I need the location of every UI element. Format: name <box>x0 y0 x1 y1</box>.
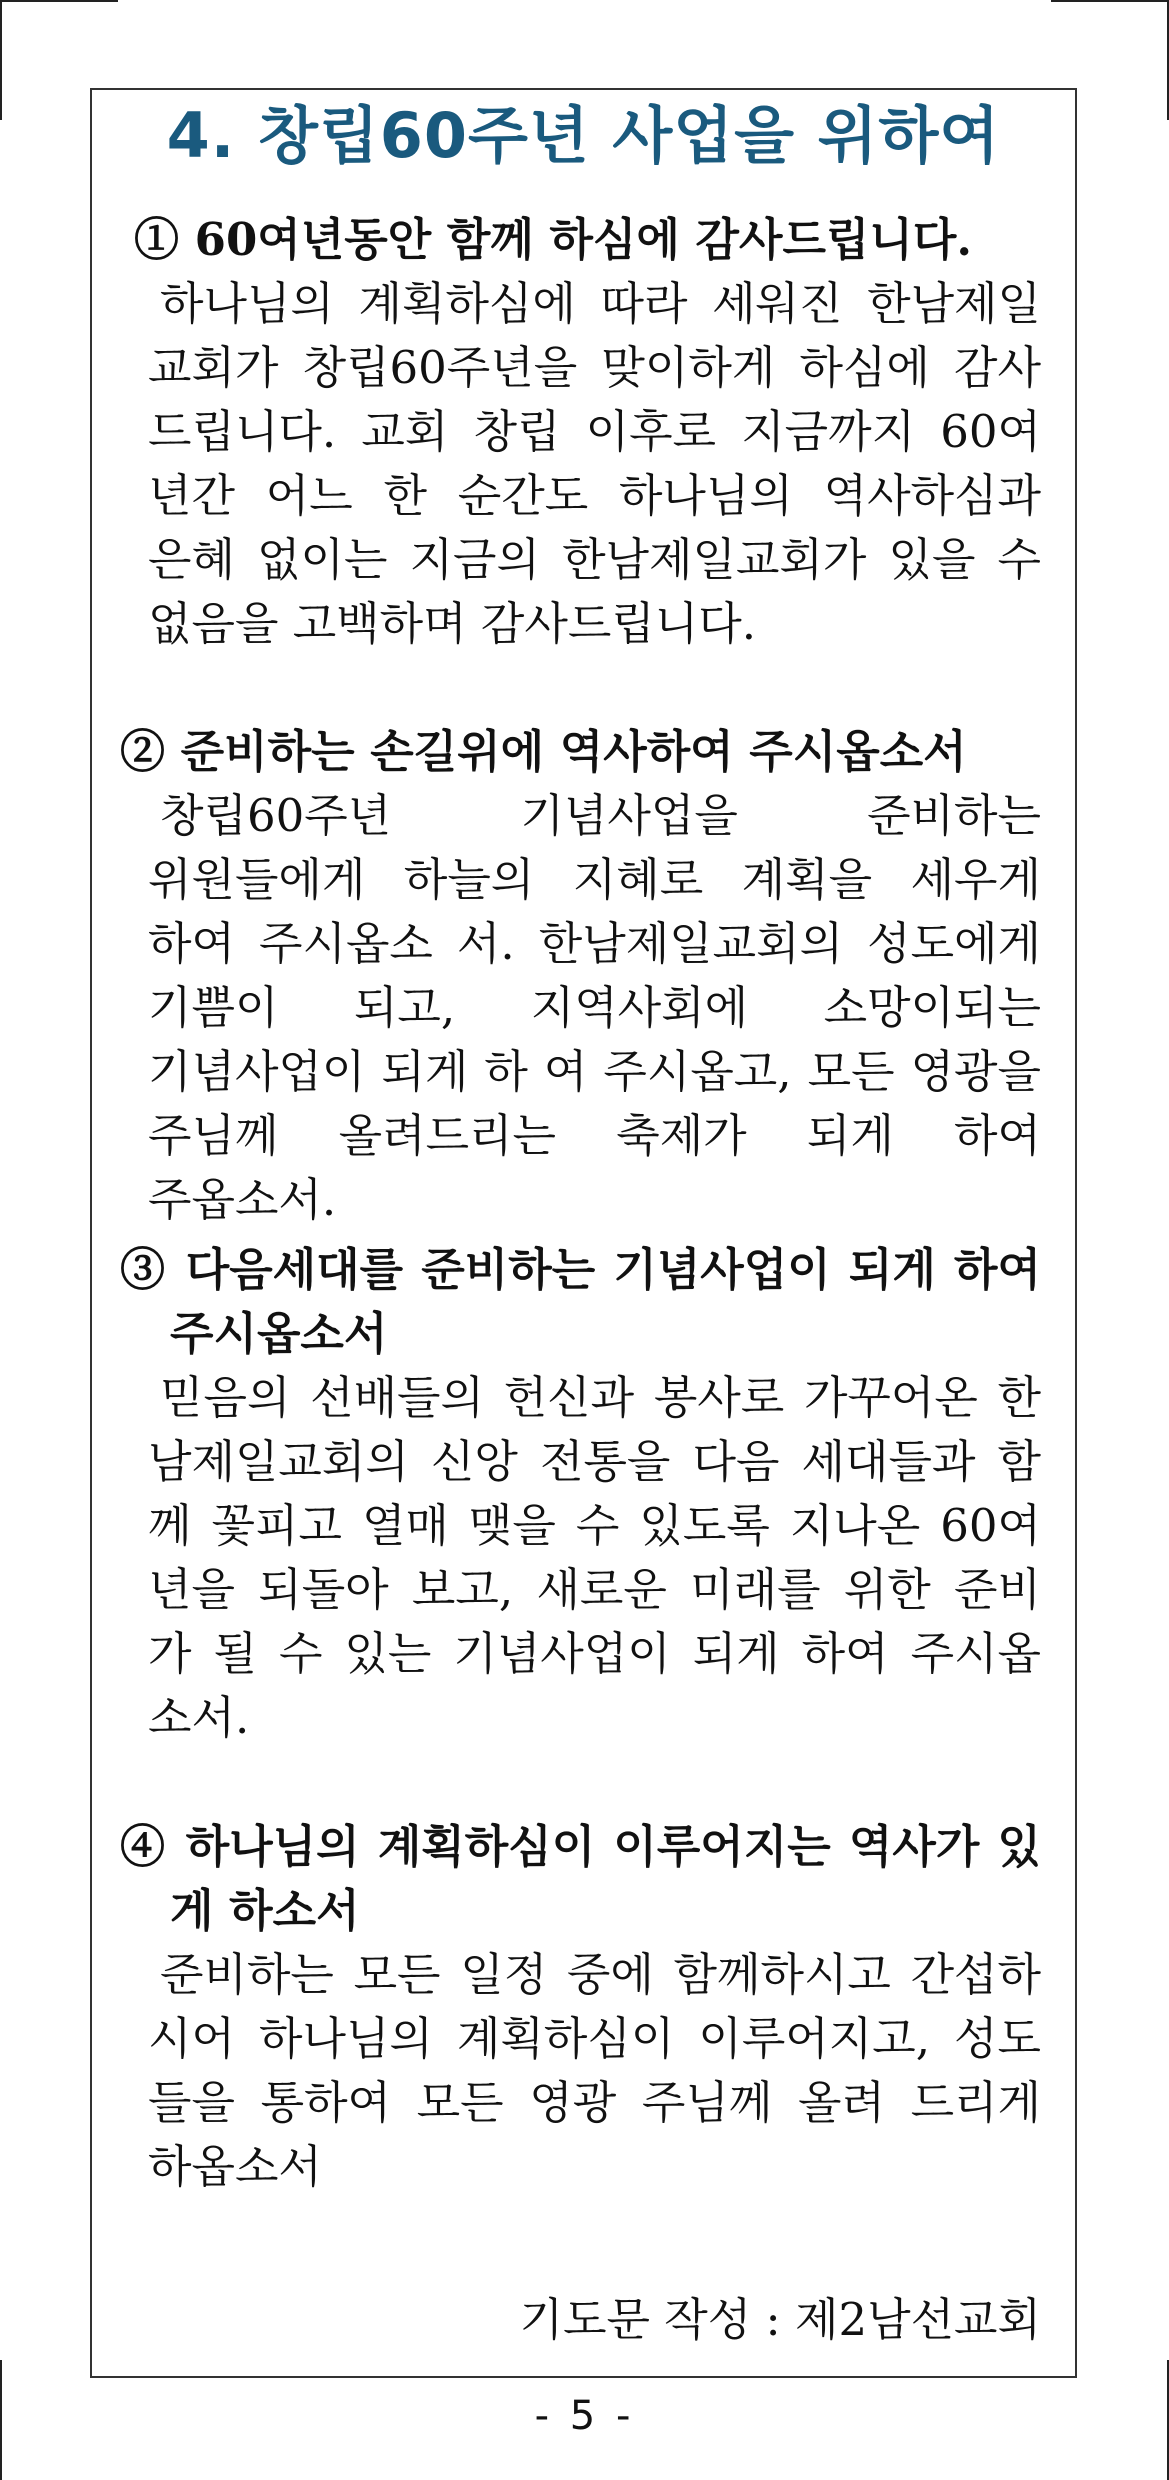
prayer-section-1 <box>92 208 1075 656</box>
section-body: 준비하는 모든 일정 중에 함께하시고 간섭하 시어 하나님의 계획하심이 이루어지고, 성도 들을 통하여 모든 영광 주님께 올려 드리게 하옵소서 <box>148 1948 1041 2193</box>
section-body: 창립60주년 기념사업을 준비하는 위원들에게 하늘의 지혜로 계획을 세우게 하여 주시옵소 서. 한남제일교회의 성도에게 기쁨이 되고, 지역사회에 소망이되는 기념사업이 되게 하 여 주시옵고, 모든 영광을 주님께 올려드리는 축제가 되게 하여 주옵소서. <box>148 789 1041 1226</box>
section-heading: ② 준비하는 손길위에 역사하여 주시옵소서 <box>120 725 967 778</box>
section-heading: ④ 하나님의 계획하심이 이루어지는 역사가 있게 하소서 <box>120 1820 1041 1937</box>
crop-mark-top-left-v <box>0 0 2 120</box>
section-body: 하나님의 계획하심에 따라 세워진 한남제일 교회가 창립60주년을 맞이하게 하심에 감사 드립니다. 교회 창립 이후로 지금까지 60여 년간 어느 한 순간도 하나님의 역사하심과 은혜 없이는 지금의 한남제일교회가 있을 수 없음을 고백하며 감사드립니다. <box>148 277 1041 650</box>
section-heading: ③ 다음세대를 준비하는 기념사업이 되게 하여 주시옵소서 <box>120 1243 1041 1360</box>
crop-mark-top-left-h <box>0 0 118 2</box>
page-number: - 5 - <box>534 2393 635 2439</box>
crop-mark-top-right-h <box>1051 0 1169 2</box>
prayer-author-credit: 기도문 작성 : 제2남선교회 <box>519 2293 1041 2346</box>
section-heading: ① 60여년동안 함께 하심에 감사드립니다. <box>134 213 973 266</box>
prayer-section-3 <box>92 1238 1075 1750</box>
page-title: 4. 창립60주년 사업을 위하여 <box>166 99 1001 172</box>
content-frame <box>90 88 1077 2378</box>
prayer-section-4 <box>92 1815 1075 2199</box>
prayer-section-2 <box>92 720 1075 1232</box>
section-body: 믿음의 선배들의 헌신과 봉사로 가꾸어온 한 남제일교회의 신앙 전통을 다음 세대들과 함 께 꽃피고 열매 맺을 수 있도록 지나온 60여 년을 되돌아 보고, 새로운 미래를 위한 준비 가 될 수 있는 기념사업이 되게 하여 주시옵 소서. <box>148 1371 1041 1744</box>
